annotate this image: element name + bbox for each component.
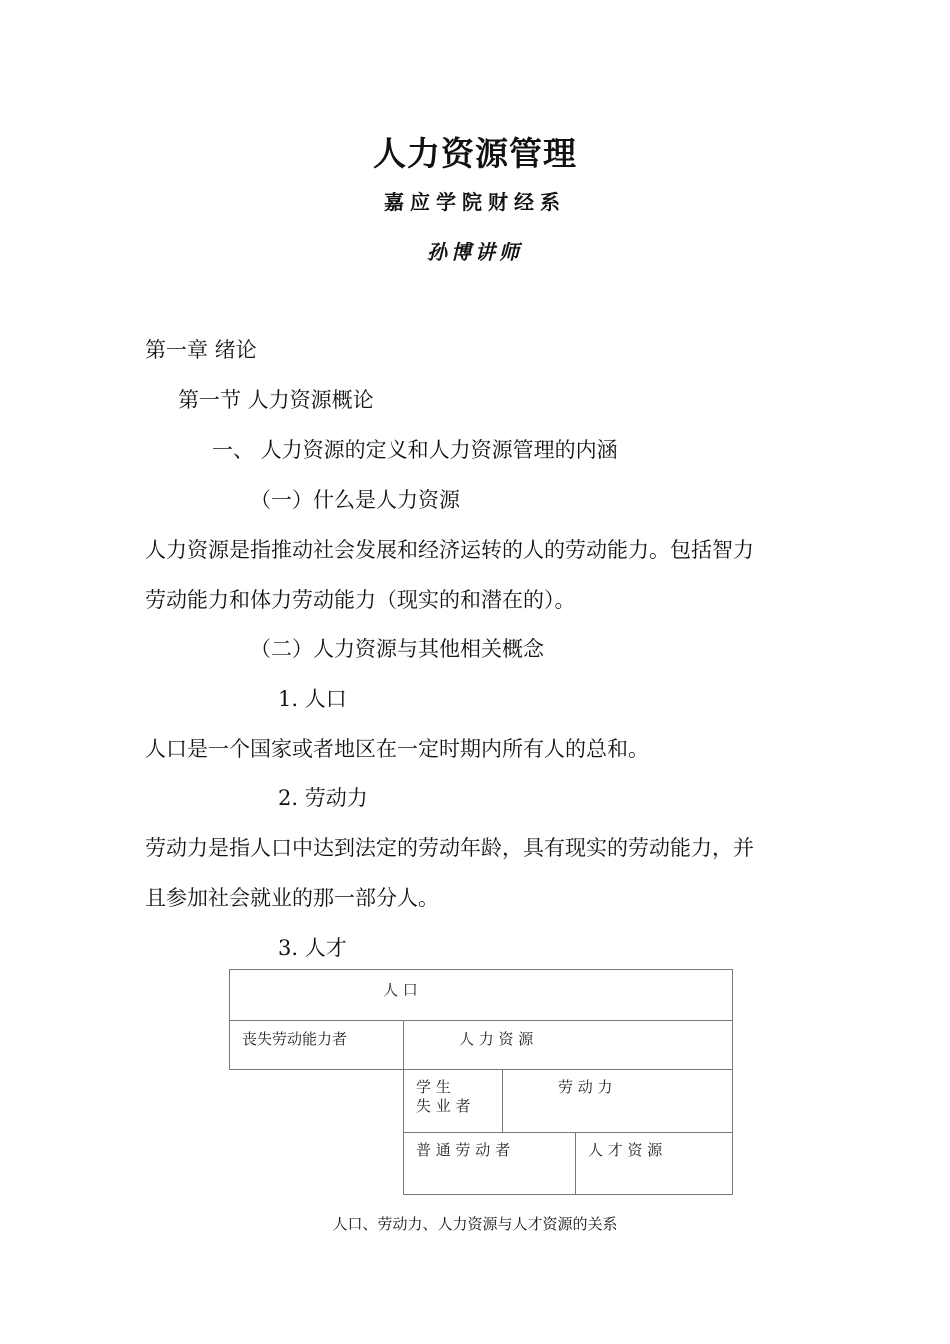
lecturer-name: 孙博讲师 (427, 240, 523, 264)
population-label: 人 口 (383, 981, 418, 999)
human-resources-cell (403, 1020, 733, 1070)
point-2: 2. 劳动力 (278, 786, 368, 810)
labor-force-cell (502, 1069, 733, 1133)
students-label: 学 生 (416, 1078, 451, 1096)
talent-cell (575, 1132, 733, 1195)
human-resources-label: 人 力 资 源 (459, 1030, 534, 1048)
ordinary-workers-label: 普 通 劳 动 者 (416, 1141, 511, 1159)
school-name: 嘉应学院财经系 (384, 190, 566, 214)
population-cell (229, 969, 733, 1021)
subheading-1: （一）什么是人力资源 (250, 488, 460, 512)
chapter-heading: 第一章 绪论 (145, 338, 257, 362)
disabled-label: 丧失劳动能力者 (242, 1030, 348, 1048)
paragraph-2: 人口是一个国家或者地区在一定时期内所有人的总和。 (145, 737, 649, 761)
item-heading-1: 一、 人力资源的定义和人力资源管理的内涵 (212, 438, 618, 462)
section-heading: 第一节 人力资源概论 (178, 388, 374, 412)
disabled-cell (229, 1020, 404, 1070)
point-3: 3. 人才 (278, 936, 347, 960)
diagram-caption: 人口、劳动力、人力资源与人才资源的关系 (332, 1215, 618, 1233)
unemployed-label: 失 业 者 (416, 1097, 471, 1115)
subheading-2: （二）人力资源与其他相关概念 (250, 637, 544, 661)
paragraph-1-line-2: 劳动能力和体力劳动能力（现实的和潜在的）。 (145, 588, 576, 612)
paragraph-1-line-1: 人力资源是指推动社会发展和经济运转的人的劳动能力。包括智力 (145, 538, 754, 562)
paragraph-3-line-1: 劳动力是指人口中达到法定的劳动年龄，具有现实的劳动能力，并 (145, 836, 754, 860)
talent-label: 人 才 资 源 (588, 1141, 663, 1159)
point-1: 1. 人口 (278, 687, 347, 711)
population-diagram (229, 969, 733, 1195)
page-title: 人力资源管理 (373, 134, 577, 173)
students-cell (403, 1069, 503, 1133)
labor-force-label: 劳 动 力 (558, 1078, 613, 1096)
paragraph-3-line-2: 且参加社会就业的那一部分人。 (145, 886, 439, 910)
ordinary-workers-cell (403, 1132, 576, 1195)
